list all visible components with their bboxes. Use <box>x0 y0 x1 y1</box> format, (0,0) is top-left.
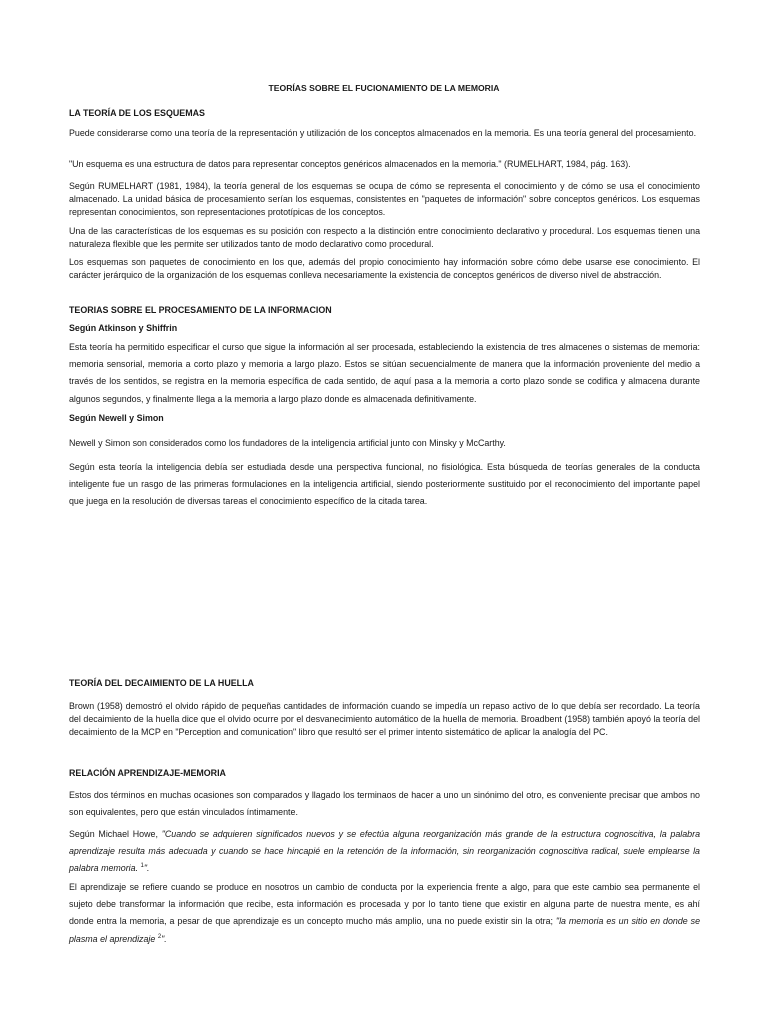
subheading-newell-simon: Según Newell y Simon <box>69 413 164 423</box>
paragraph-esquemas-3: Según RUMELHART (1981, 1984), la teoría general de los esquemas se ocupa de cómo se representa el conocimiento y de cómo se usa el conocimiento almacenado. La unidad básica de procesamiento serían los esquemas, consistentes en "paquetes de información" sobre conceptos genéricos. Los esquemas representan conocimientos, son representaciones prototípicas de los conceptos. <box>69 181 700 217</box>
paragraph-esquemas-2: "Un esquema es una estructura de datos para representar conceptos genéricos almacenados en la memoria." (RUMELHART, 1984, pág. 163). <box>69 159 631 169</box>
document-title: TEORÍAS SOBRE EL FUCIONAMIENTO DE LA MEMORIA <box>268 83 500 93</box>
heading-esquemas: LA TEORÍA DE LOS ESQUEMAS <box>69 108 205 118</box>
paragraph-newell-simon-1: Newell y Simon son considerados como los fundadores de la inteligencia artificial junto con Minsky y McCarthy. <box>69 438 506 448</box>
paragraph-aprendizaje-howe <box>69 826 700 878</box>
footnote-ref-2: 2 <box>157 933 162 940</box>
heading-aprendizaje-memoria: RELACIÓN APRENDIZAJE-MEMORIA <box>69 768 226 778</box>
subheading-atkinson-shiffrin: Según Atkinson y Shiffrin <box>69 323 178 333</box>
paragraph-aprendizaje-1: Estos dos términos en muchas ocasiones son comparados y llagado los terminaos de hacer a uno un sinónimo del otro, es conveniente precisar que ambos no son equivalentes, pero que están vinculados íntimamente. <box>69 790 700 818</box>
heading-decaimiento: TEORÍA DEL DECAIMIENTO DE LA HUELLA <box>69 678 254 688</box>
howe-quote: "Cuando se adquieren significados nuevos y se efectúa alguna reorganización más grande de la estructura cognoscitiva, la palabra aprendizaje resulta más adecuada y cuando se hace hincapié en la retención de la información, sin reorganización cognoscitiva radical, suele emplearse la palabra memoria. <box>69 829 700 874</box>
paragraph-esquemas-4: Una de las características de los esquemas es su posición con respecto a la distinción entre conocimiento declarativo y procedural. Los esquemas tienen una naturaleza flexible que les permite ser utilizados tanto de modo declarativo como procedural. <box>69 226 700 249</box>
paragraph-decaimiento: Brown (1958) demostró el olvido rápido de pequeñas cantidades de información cuando se impedía un repaso activo de lo que debía ser recordado. La teoría del decaimiento de la huella dice que el olvido ocurre por el desvanecimiento automático de la huella de memoria. Broadbent (1958) también apoyó la teoría del decaimiento de la MCP en "Perception and comunication" libro que resultó ser el primer intento sistemático de aplicar la analogía del PC. <box>69 701 700 737</box>
paragraph-esquemas-5: Los esquemas son paquetes de conocimiento en los que, además del propio conocimiento hay información sobre cómo debe usarse ese conocimiento. El carácter jerárquico de la organización de los esquemas conlleva necesariamente la existencia de conceptos genéricos de diverso nivel de abstracción. <box>69 257 700 280</box>
paragraph-esquemas-1: Puede considerarse como una teoría de la representación y utilización de los conceptos almacenados en la memoria. Es una teoría general del procesamiento. <box>69 128 697 138</box>
howe-intro: Según Michael Howe, <box>69 829 162 839</box>
memoria-quote: "la memoria es un sitio en donde se plasma el aprendizaje <box>69 916 701 944</box>
memoria-quote-end: ". <box>161 933 167 944</box>
aprendizaje-text: El aprendizaje se refiere cuando se produce en nosotros un cambio de conducta por la experiencia frente a algo, para que este cambio sea permanente el sujeto debe transformar la información que recibe, esta información es procesada y por lo tanto tiene que existir en alguna parte de nuestra mente, es ahí donde entra la memoria, a pesar de que aprendizaje es un concepto mucho más amplio, una no puede existir sin la otra; <box>69 882 700 927</box>
footnote-ref-1: 1 <box>140 863 144 870</box>
heading-procesamiento: TEORIAS SOBRE EL PROCESAMIENTO DE LA INFORMACION <box>69 305 332 315</box>
paragraph-aprendizaje-3 <box>69 879 700 948</box>
paragraph-atkinson-shiffrin: Esta teoría ha permitido especificar el curso que sigue la información al ser procesada, estableciendo la existencia de tres almacenes o sistemas de memoria: memoria sensorial, memoria a corto plazo y memoria a largo plazo. Estos se sitúan secuencialmente de manera que la información proveniente del medio a través de los sentidos, se registra en la memoria específica de cada sentido, de aquí pasa a la memoria a corto plazo sonde se codifica y almacena durante algunos segundos, y finalmente llega a la memoria a largo plazo donde es almacenada definitivamente. <box>69 342 700 404</box>
howe-quote-end: ". <box>143 863 150 874</box>
paragraph-newell-simon-2: Según esta teoría la inteligencia debía ser estudiada desde una perspectiva funcional, no fisiológica. Esta búsqueda de teorías generales de la conducta inteligente fue un rasgo de las primeras formulaciones en la inteligencia artificial, siendo posteriormente sustituido por el reconocimiento del importante papel que juega en la resolución de diversas tareas el conocimiento específico de la citada tarea. <box>69 462 700 507</box>
